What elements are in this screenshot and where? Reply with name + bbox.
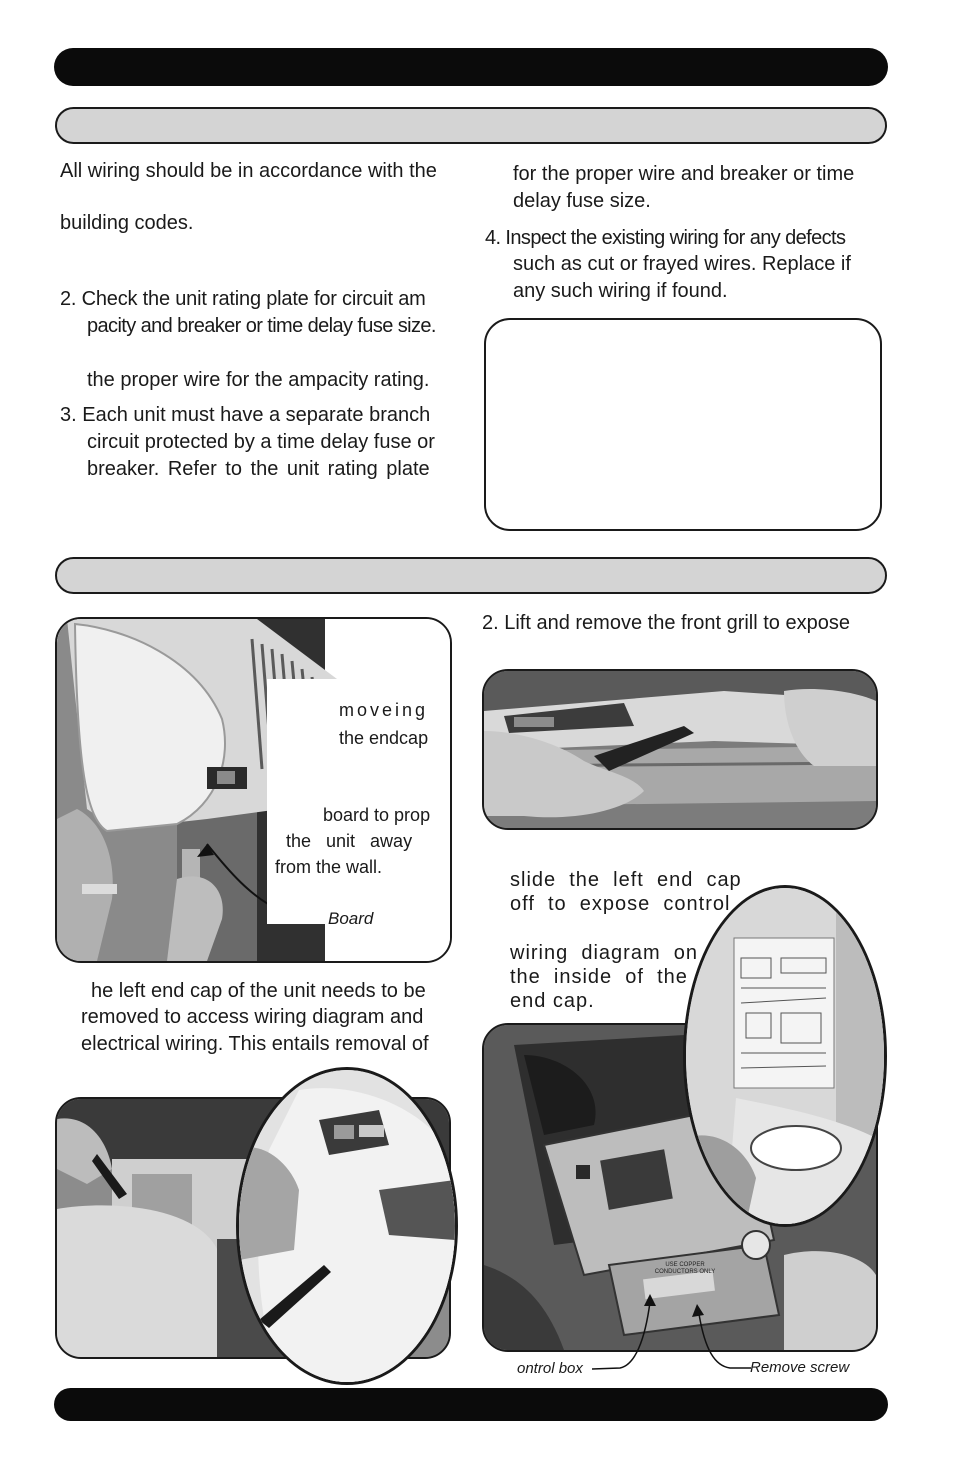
item3-continued-line2: delay fuse size. [513, 190, 651, 212]
wiring-paragraph-line1: All wiring should be in accordance with the [60, 160, 437, 182]
inset-circle-wiring-diagram [683, 885, 887, 1227]
wiring-paragraph-line2: building codes. [60, 212, 194, 234]
photo1-caption-line4: the unit away [286, 831, 413, 851]
copper-conductor-label [650, 1262, 720, 1276]
endcap-text-line3: electrical wiring. This entails removal of [81, 1033, 429, 1055]
slide-text-line1: slide the left end cap [510, 869, 742, 891]
slide-text-line5: end cap. [510, 990, 595, 1012]
copper-label-text: USE COPPER CONDUCTORS ONLY [654, 1262, 716, 1275]
slide-text-line4: the inside of the [510, 966, 688, 988]
top-header-bar [54, 48, 888, 86]
slide-text-line3: wiring diagram on [510, 942, 698, 964]
slide-text-line2: off to expose control [510, 893, 731, 915]
photo1-caption-line1: moveing [339, 700, 429, 720]
photo1-caption-line3: board to prop [323, 805, 431, 825]
photo-unit-propped [55, 617, 452, 963]
remove-screw-leader [685, 1300, 755, 1375]
item2-line1: 2. Check the unit rating plate for circuit am [60, 288, 426, 310]
endcap-text-line2: removed to access wiring diagram and [81, 1006, 424, 1028]
item4-line3: any such wiring if found. [513, 280, 728, 302]
item2-line2: pacity and breaker or time delay fuse size. [87, 315, 436, 337]
item3-line2: circuit protected by a time delay fuse or [87, 431, 435, 453]
item4-line1: 4. Inspect the existing wiring for any defects [485, 227, 846, 249]
item4-line2: such as cut or frayed wires. Replace if [513, 253, 851, 275]
bottom-footer-bar [54, 1388, 888, 1421]
photo1-caption-line2: the endcap [339, 728, 429, 748]
photo-front-grill [482, 669, 878, 830]
remove-screw-label: Remove screw [750, 1359, 850, 1376]
inset-circle-endcap [236, 1067, 458, 1385]
notice-box [484, 318, 882, 531]
item3-line3: breaker. Refer to the unit rating plate [87, 458, 430, 480]
item3-line1: 3. Each unit must have a separate branch [60, 404, 431, 426]
item3-continued-line1: for the proper wire and breaker or time [513, 163, 855, 185]
section-bar-endcap [55, 557, 887, 594]
photo1-caption-line5: from the wall. [275, 857, 383, 877]
board-label: Board [328, 909, 374, 928]
endcap-text-line1: he left end cap of the unit needs to be [91, 980, 426, 1002]
item2-line3: the proper wire for the ampacity rating. [87, 369, 430, 391]
step2-text: 2. Lift and remove the front grill to expose [482, 612, 850, 634]
section-bar-wiring [55, 107, 887, 144]
control-box-leader [590, 1290, 660, 1375]
control-box-label: ontrol box [517, 1360, 583, 1377]
